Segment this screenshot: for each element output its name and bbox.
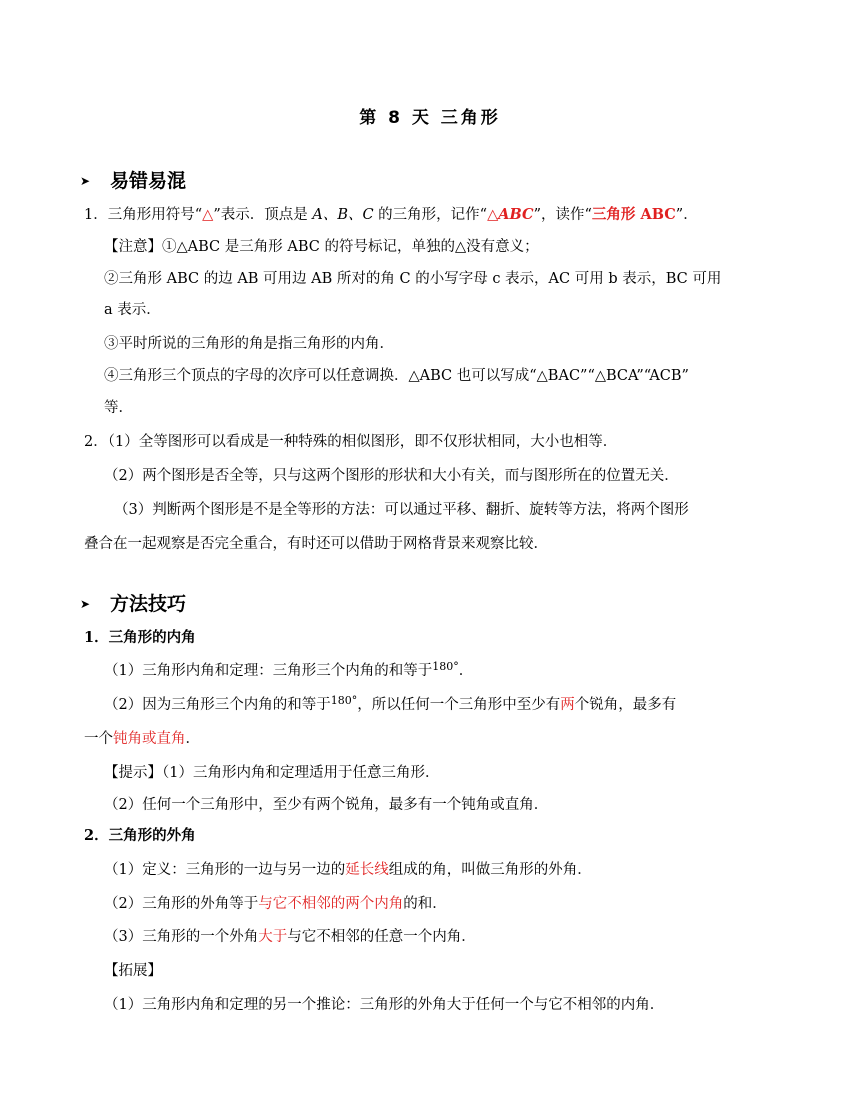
item-2-line-2: （2）两个图形是否全等，只与这两个图形的形状和大小有关，而与图形所在的位置无关． [104, 468, 679, 484]
extension-line-1: （1）三角形内角和定理的另一个推论：三角形的外角大于任何一个与它不相邻的内角． [104, 997, 665, 1013]
degree-value: 180° [432, 660, 459, 673]
method-2-line-2: （2）三角形的外角等于与它不相邻的两个内角的和． [104, 896, 447, 912]
method-1-heading: 1．三角形的内角 [84, 629, 196, 646]
extension-heading: 【拓展】 [104, 963, 162, 979]
page-title: 第 8 天 三角形 [359, 108, 501, 128]
section-heading-methods [80, 589, 186, 616]
item-2-line-3: （3）判断两个图形是不是全等形的方法：可以通过平移、翻折、旋转等方法，将两个图形 [114, 502, 689, 518]
section-heading-errors [80, 166, 186, 193]
arrow-bullet-icon: ➤ [80, 174, 91, 188]
degree-value: 180° [330, 694, 358, 707]
note-line-4b: 等． [104, 400, 133, 416]
method-2-heading: 2．三角形的外角 [84, 827, 196, 844]
section-label: 方法技巧 [110, 593, 187, 615]
note-line-2b: a 表示． [104, 302, 161, 318]
method-1-line-3: 一个钝角或直角． [84, 731, 200, 747]
method-2-line-3: （3）三角形的一个外角大于与它不相邻的任意一个内角． [104, 929, 476, 945]
tip-line-1: 【提示】（1）三角形内角和定理适用于任意三角形． [104, 765, 440, 781]
note-line-3: ③平时所说的三角形的角是指三角形的内角． [104, 336, 394, 352]
method-1-line-2: （2）因为三角形三个内角的和等于$^{180^\circ}$，所以任何一个三角形中至少有两个锐角，最多有 [104, 694, 677, 713]
section-label: 易错易混 [110, 170, 187, 192]
method-1-line-1: （1）三角形内角和定理：三角形三个内角的和等于$^{180^\circ}$． [104, 660, 474, 679]
note-line-2: ②三角形 ABC 的边 AB 可用边 AB 所对的角 C 的小写字母 c 表示，AC 可用 b 表示，BC 可用 [104, 271, 722, 287]
item-2-line-1: 2．（1）全等图形可以看成是一种特殊的相似图形，即不仅形状相同，大小也相等． [84, 434, 618, 450]
arrow-bullet-icon: ➤ [80, 597, 91, 611]
item-1-line: 1．三角形用符号“△”表示．顶点是 A、B、C 的三角形，记作“△ABC”，读作“三角形 ABC”． [84, 206, 698, 223]
note-line-4: ④三角形三个顶点的字母的次序可以任意调换．△ABC 也可以写成“△BAC”“△BCA”“ACB” [104, 368, 689, 384]
method-2-line-1: （1）定义：三角形的一边与另一边的延长线组成的角，叫做三角形的外角． [104, 862, 592, 878]
triangle-symbol: △ [202, 206, 214, 223]
item-2-line-4: 叠合在一起观察是否完全重合，有时还可以借助于网格背景来观察比较． [84, 536, 548, 552]
note-line-1: 【注意】①△ABC 是三角形 ABC 的符号标记，单独的△没有意义； [104, 239, 539, 255]
tip-line-2: （2）任何一个三角形中，至少有两个锐角，最多有一个钝角或直角． [104, 797, 549, 813]
